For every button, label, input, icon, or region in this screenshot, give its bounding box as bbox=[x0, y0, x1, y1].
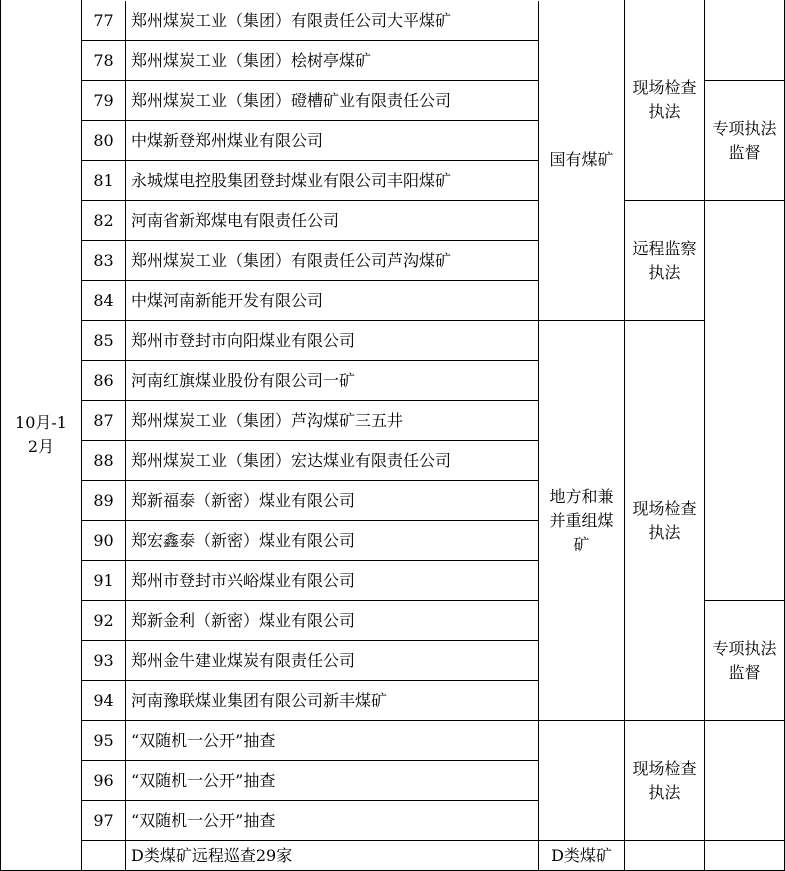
row-company-name: 郑州市登封市向阳煤业有限公司 bbox=[126, 321, 539, 361]
method-onsite-1: 现场检查执法 bbox=[625, 0, 705, 201]
row-company-name: 郑州煤炭工业（集团）有限责任公司大平煤矿 bbox=[126, 1, 539, 41]
row-number: 92 bbox=[82, 601, 126, 641]
row-company-name: 郑州煤炭工业（集团）磴槽矿业有限责任公司 bbox=[126, 81, 539, 121]
row-company-name: “双随机一公开”抽查 bbox=[126, 761, 539, 801]
row-company-name: 河南红旗煤业股份有限公司一矿 bbox=[126, 361, 539, 401]
period-cell bbox=[0, 0, 82, 871]
row-company-name: 郑州煤炭工业（集团）桧树亭煤矿 bbox=[126, 41, 539, 81]
row-number: 85 bbox=[82, 321, 126, 361]
row-company-name: 郑州煤炭工业（集团）宏达煤业有限责任公司 bbox=[126, 441, 539, 481]
row-number: 79 bbox=[82, 81, 126, 121]
row-number: 95 bbox=[82, 721, 126, 761]
row-number: 80 bbox=[82, 121, 126, 161]
special-supervision-1: 专项执法监督 bbox=[705, 81, 785, 201]
top-border bbox=[126, 0, 539, 1]
row-company-name: 郑州煤炭工业（集团）有限责任公司芦沟煤矿 bbox=[126, 241, 539, 281]
row-number: 84 bbox=[82, 281, 126, 321]
row-number: 81 bbox=[82, 161, 126, 201]
method-empty-last bbox=[625, 841, 705, 871]
row-number: 77 bbox=[82, 1, 126, 41]
row-company-name: 郑州市登封市兴峪煤业有限公司 bbox=[126, 561, 539, 601]
row-number: 87 bbox=[82, 401, 126, 441]
row-company-name: 郑新福泰（新密）煤业有限公司 bbox=[126, 481, 539, 521]
row-company-name: 河南豫联煤业集团有限公司新丰煤矿 bbox=[126, 681, 539, 721]
row-number: 94 bbox=[82, 681, 126, 721]
row-company-name: 郑州煤炭工业（集团）芦沟煤矿三五井 bbox=[126, 401, 539, 441]
row-company-name: 中煤新登郑州煤业有限公司 bbox=[126, 121, 539, 161]
special-empty-2 bbox=[705, 201, 785, 601]
top-border bbox=[82, 0, 126, 1]
row-company-name: “双随机一公开”抽查 bbox=[126, 721, 539, 761]
last-row-number bbox=[82, 841, 126, 871]
row-company-name: 郑州金牛建业煤炭有限责任公司 bbox=[126, 641, 539, 681]
method-remote: 远程监察执法 bbox=[625, 201, 705, 321]
row-number: 97 bbox=[82, 801, 126, 841]
row-number: 90 bbox=[82, 521, 126, 561]
type-d-class: D类煤矿 bbox=[539, 841, 625, 871]
type-local-merged: 地方和兼并重组煤矿 bbox=[539, 321, 625, 721]
row-company-name: 河南省新郑煤电有限责任公司 bbox=[126, 201, 539, 241]
row-company-name: 永城煤电控股集团登封煤业有限公司丰阳煤矿 bbox=[126, 161, 539, 201]
row-number: 96 bbox=[82, 761, 126, 801]
row-number: 86 bbox=[82, 361, 126, 401]
special-supervision-2: 专项执法监督 bbox=[705, 601, 785, 721]
type-state-owned: 国有煤矿 bbox=[539, 0, 625, 321]
row-number: 91 bbox=[82, 561, 126, 601]
special-empty-1 bbox=[705, 0, 785, 81]
period-text: 10月-12月 bbox=[15, 413, 67, 456]
special-empty-3 bbox=[705, 721, 785, 841]
row-number: 83 bbox=[82, 241, 126, 281]
row-number: 93 bbox=[82, 641, 126, 681]
method-onsite-2: 现场检查执法 bbox=[625, 321, 705, 721]
type-empty bbox=[539, 721, 625, 841]
row-number: 89 bbox=[82, 481, 126, 521]
method-onsite-3: 现场检查执法 bbox=[625, 721, 705, 841]
row-company-name: 郑宏鑫泰（新密）煤业有限公司 bbox=[126, 521, 539, 561]
row-company-name: 中煤河南新能开发有限公司 bbox=[126, 281, 539, 321]
row-number: 88 bbox=[82, 441, 126, 481]
row-number: 78 bbox=[82, 41, 126, 81]
row-company-name: 郑新金利（新密）煤业有限公司 bbox=[126, 601, 539, 641]
special-empty-4 bbox=[705, 841, 785, 871]
row-company-name: “双随机一公开”抽查 bbox=[126, 801, 539, 841]
last-row-name: D类煤矿远程巡查29家 bbox=[126, 841, 539, 871]
row-number: 82 bbox=[82, 201, 126, 241]
